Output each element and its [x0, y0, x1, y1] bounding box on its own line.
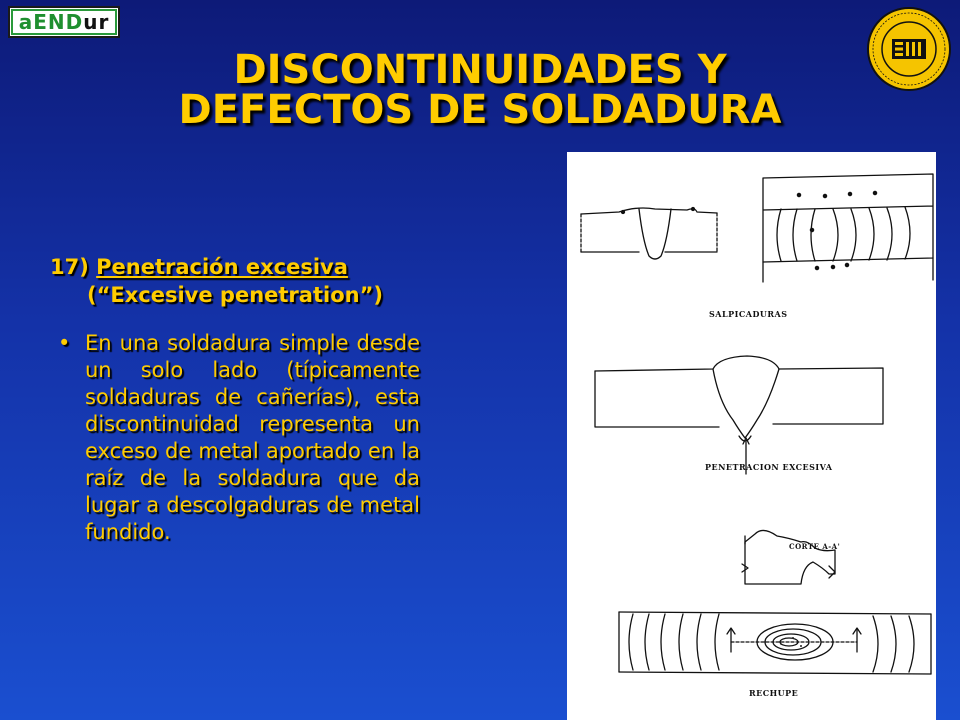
institute-seal-logo: [866, 6, 952, 92]
heading-name: Penetración excesiva: [96, 255, 348, 279]
logo-letter-a: a: [18, 10, 34, 34]
title-line-1: DISCONTINUIDADES Y: [233, 47, 727, 93]
weld-defects-drawing: [567, 152, 936, 720]
slide-title: [120, 47, 840, 133]
caption-corte: CORTE A-A': [789, 542, 841, 551]
aendur-logo: [8, 6, 120, 38]
title-line-2: DEFECTOS DE SOLDADURA: [178, 87, 782, 133]
logo-letters-ur: ur: [83, 10, 110, 34]
bullet-paragraph: [58, 330, 420, 546]
caption-salpicaduras: SALPICADURAS: [709, 309, 788, 319]
heading-english: (“Excesive penetration”): [87, 283, 383, 307]
weld-defects-figure: [567, 152, 936, 720]
heading-number: 17): [50, 255, 89, 279]
caption-penetracion-excesiva: PENETRACION EXCESIVA: [705, 462, 833, 472]
bullet-text: En una soldadura simple desde un solo lado (típicamente soldaduras de cañerías), esta discontinuidad representa un exceso de metal aportado en la raíz de la soldadura que da lugar a descolgaduras de metal fundido.: [85, 331, 420, 544]
section-heading: [50, 253, 430, 309]
logo-letters-end: END: [33, 10, 84, 34]
caption-rechupe: RECHUPE: [749, 688, 799, 698]
bullet-dot-icon: •: [58, 331, 71, 355]
